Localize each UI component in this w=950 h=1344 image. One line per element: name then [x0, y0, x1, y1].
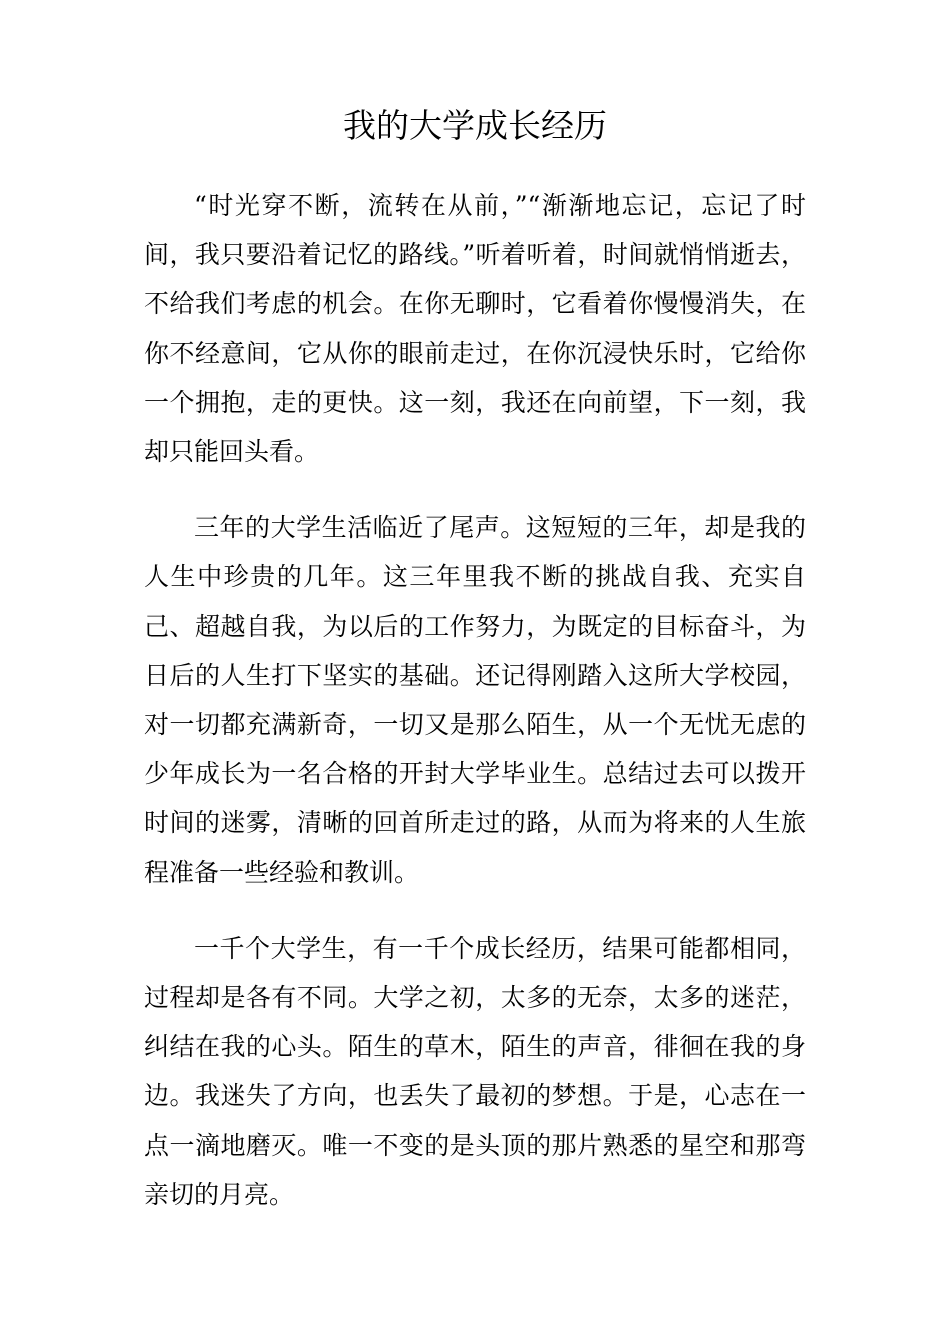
- paragraph-2: 三年的大学生活临近了尾声。这短短的三年，却是我的人生中珍贵的几年。这三年里我不断的挑战自我、充实自己、超越自我，为以后的工作努力，为既定的目标奋斗，为日后的人生打下坚实的基础。还记得刚踏入这所大学校园，对一切都充满新奇，一切又是那么陌生，从一个无忧无虑的少年成长为一名合格的开封大学毕业生。总结过去可以拨开时间的迷雾，清晰的回首所走过的路，从而为将来的人生旅程准备一些经验和教训。: [144, 513, 806, 887]
- paragraph-1: “时光穿不断，流转在从前，”“渐渐地忘记，忘记了时间，我只要沿着记忆的路线。”听着听着，时间就悄悄逝去，不给我们考虑的机会。在你无聊时，它看着你慢慢消失，在你不经意间，它从你的眼前走过，在你沉浸快乐时，它给你一个拥抱，走的更快。这一刻，我还在向前望，下一刻，我却只能回头看。: [144, 191, 806, 467]
- document-body: [144, 181, 806, 1246]
- paragraph-3: 一千个大学生，有一千个成长经历，结果可能都相同，过程却是各有不同。大学之初，太多的无奈，太多的迷茫，纠结在我的心头。陌生的草木，陌生的声音，徘徊在我的身边。我迷失了方向，也丢失了最初的梦想。于是，心志在一点一滴地磨灭。唯一不变的是头顶的那片熟悉的星空和那弯亲切的月亮。: [144, 933, 806, 1209]
- document-title: 我的大学成长经历: [343, 106, 607, 145]
